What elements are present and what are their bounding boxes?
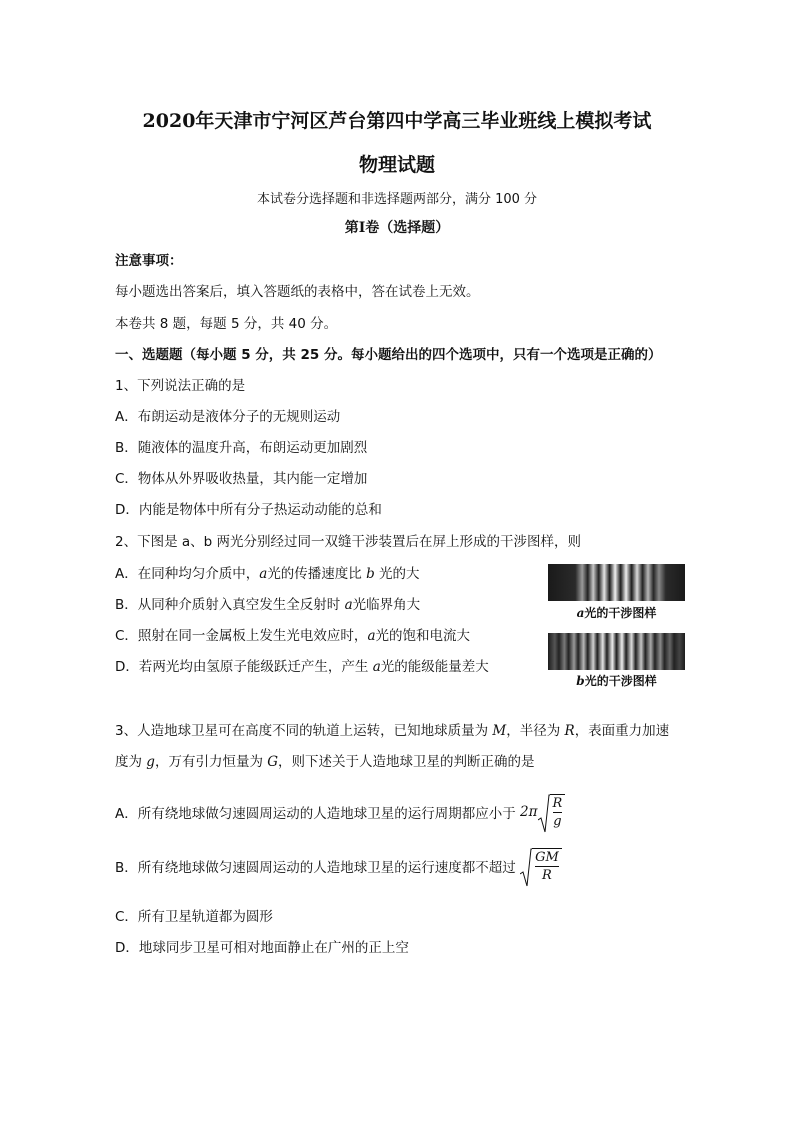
q3-var-radius: R [564, 723, 575, 739]
part1-heading: 一、选题题（每小题 5 分，共 25 分。每小题给出的四个选项中，只有一个选项是正确的） [115, 347, 662, 363]
q3-a-text: A．所有绕地球做匀速圆周运动的人造地球卫星的运行周期都应小于 [115, 806, 516, 822]
q2-d-var: a [372, 659, 381, 675]
q3-var-g: g [146, 754, 155, 770]
caption-a-text: 光的干涉图样 [584, 606, 657, 620]
q3-a-formula [520, 794, 565, 830]
q3-stem2-text-end: ，则下述关于人造地球卫星的判断正确的是 [278, 754, 535, 770]
q2-a-text-mid: 光的传播速度比 [267, 566, 367, 582]
q2-a-var: a [259, 566, 268, 582]
q2-a-var-2: b [366, 566, 375, 582]
sqrt-sign-b [520, 848, 562, 884]
q3-var-G: G [267, 754, 279, 770]
q2-d-text: D．若两光均由氢原子能级跃迁产生，产生 [115, 659, 373, 675]
q1-option-c: C．物体从外界吸收热量，其内能一定增加 [115, 471, 368, 487]
q3-stem2-text-mid: ，万有引力恒量为 [154, 754, 268, 770]
q2-a-text: A．在同种均匀介质中， [115, 566, 260, 582]
q3-stem-text-end: ，表面重力加速 [574, 723, 670, 739]
q3-stem-line-1 [115, 719, 669, 739]
q2-option-c [115, 624, 470, 644]
q1-option-a: A．布朗运动是液体分子的无规则运动 [115, 409, 341, 425]
q3-a-coef: 2π [520, 804, 538, 820]
q3-b-numerator: GM [535, 850, 559, 865]
q3-stem2-text: 度为 [115, 754, 147, 770]
notice-line-1: 每小题选出答案后，填入答题纸的表格中，答在试卷上无效。 [115, 284, 480, 300]
q3-b-formula [520, 848, 562, 884]
q3-option-a [115, 794, 565, 830]
q1-option-b: B．随液体的温度升高，布朗运动更加剧烈 [115, 440, 368, 456]
q1-stem: 1、下列说法正确的是 [115, 378, 246, 394]
q1-option-d: D．内能是物体中所有分子热运动动能的总和 [115, 502, 382, 518]
caption-b-var: b [576, 674, 585, 688]
caption-a-var: a [576, 606, 585, 620]
caption-b-text: 光的干涉图样 [584, 674, 657, 688]
q2-c-var: a [367, 628, 376, 644]
q3-var-mass: M [492, 723, 507, 739]
notice-line-2: 本卷共 8 题，每题 5 分，共 40 分。 [115, 316, 338, 332]
q3-a-denominator: g [553, 814, 562, 829]
q3-option-b [115, 848, 562, 884]
q2-b-text-end: 光临界角大 [352, 597, 421, 613]
q2-option-b [115, 593, 420, 613]
q3-stem-text: 3、人造地球卫星可在高度不同的轨道上运转，已知地球质量为 [115, 723, 493, 739]
q2-d-text-end: 光的能级能量差大 [380, 659, 489, 675]
q3-b-text: B．所有绕地球做匀速圆周运动的人造地球卫星的运行速度都不超过 [115, 860, 516, 876]
q2-c-text: C．照射在同一金属板上发生光电效应时， [115, 628, 368, 644]
q3-stem-line-2 [115, 750, 535, 770]
interference-caption-a [548, 604, 685, 621]
q3-stem-text-mid: ，半径为 [506, 723, 565, 739]
notice-heading: 注意事项： [115, 253, 183, 269]
q3-option-c: C．所有卫星轨道都为圆形 [115, 909, 273, 925]
page-title: 2020年天津市宁河区芦台第四中学高三毕业班线上模拟考试 [142, 110, 652, 132]
q3-b-denominator: R [542, 868, 552, 883]
q3-a-numerator: R [552, 796, 563, 811]
sqrt-sign-a [538, 794, 566, 830]
page-subtitle: 物理试题 [358, 154, 435, 176]
q2-option-a [115, 562, 420, 582]
q2-b-var: a [344, 597, 353, 613]
q2-b-text: B．从同种介质射入真空发生全反射时 [115, 597, 345, 613]
interference-pattern-b-image [548, 633, 685, 670]
q2-option-d [115, 655, 489, 675]
exam-note: 本试卷分选择题和非选择题两部分，满分 100 分 [256, 192, 538, 207]
q2-stem: 2、下图是 a、b 两光分别经过同一双缝干涉装置后在屏上形成的干涉图样，则 [115, 534, 582, 550]
interference-caption-b [548, 672, 685, 689]
q2-a-text-end: 光的大 [374, 566, 420, 582]
q3-option-d: D．地球同步卫星可相对地面静止在广州的正上空 [115, 940, 409, 956]
q2-c-text-end: 光的饱和电流大 [375, 628, 470, 644]
section-heading: 第Ⅰ卷（选择题） [344, 220, 450, 236]
interference-pattern-a-image [548, 564, 685, 601]
